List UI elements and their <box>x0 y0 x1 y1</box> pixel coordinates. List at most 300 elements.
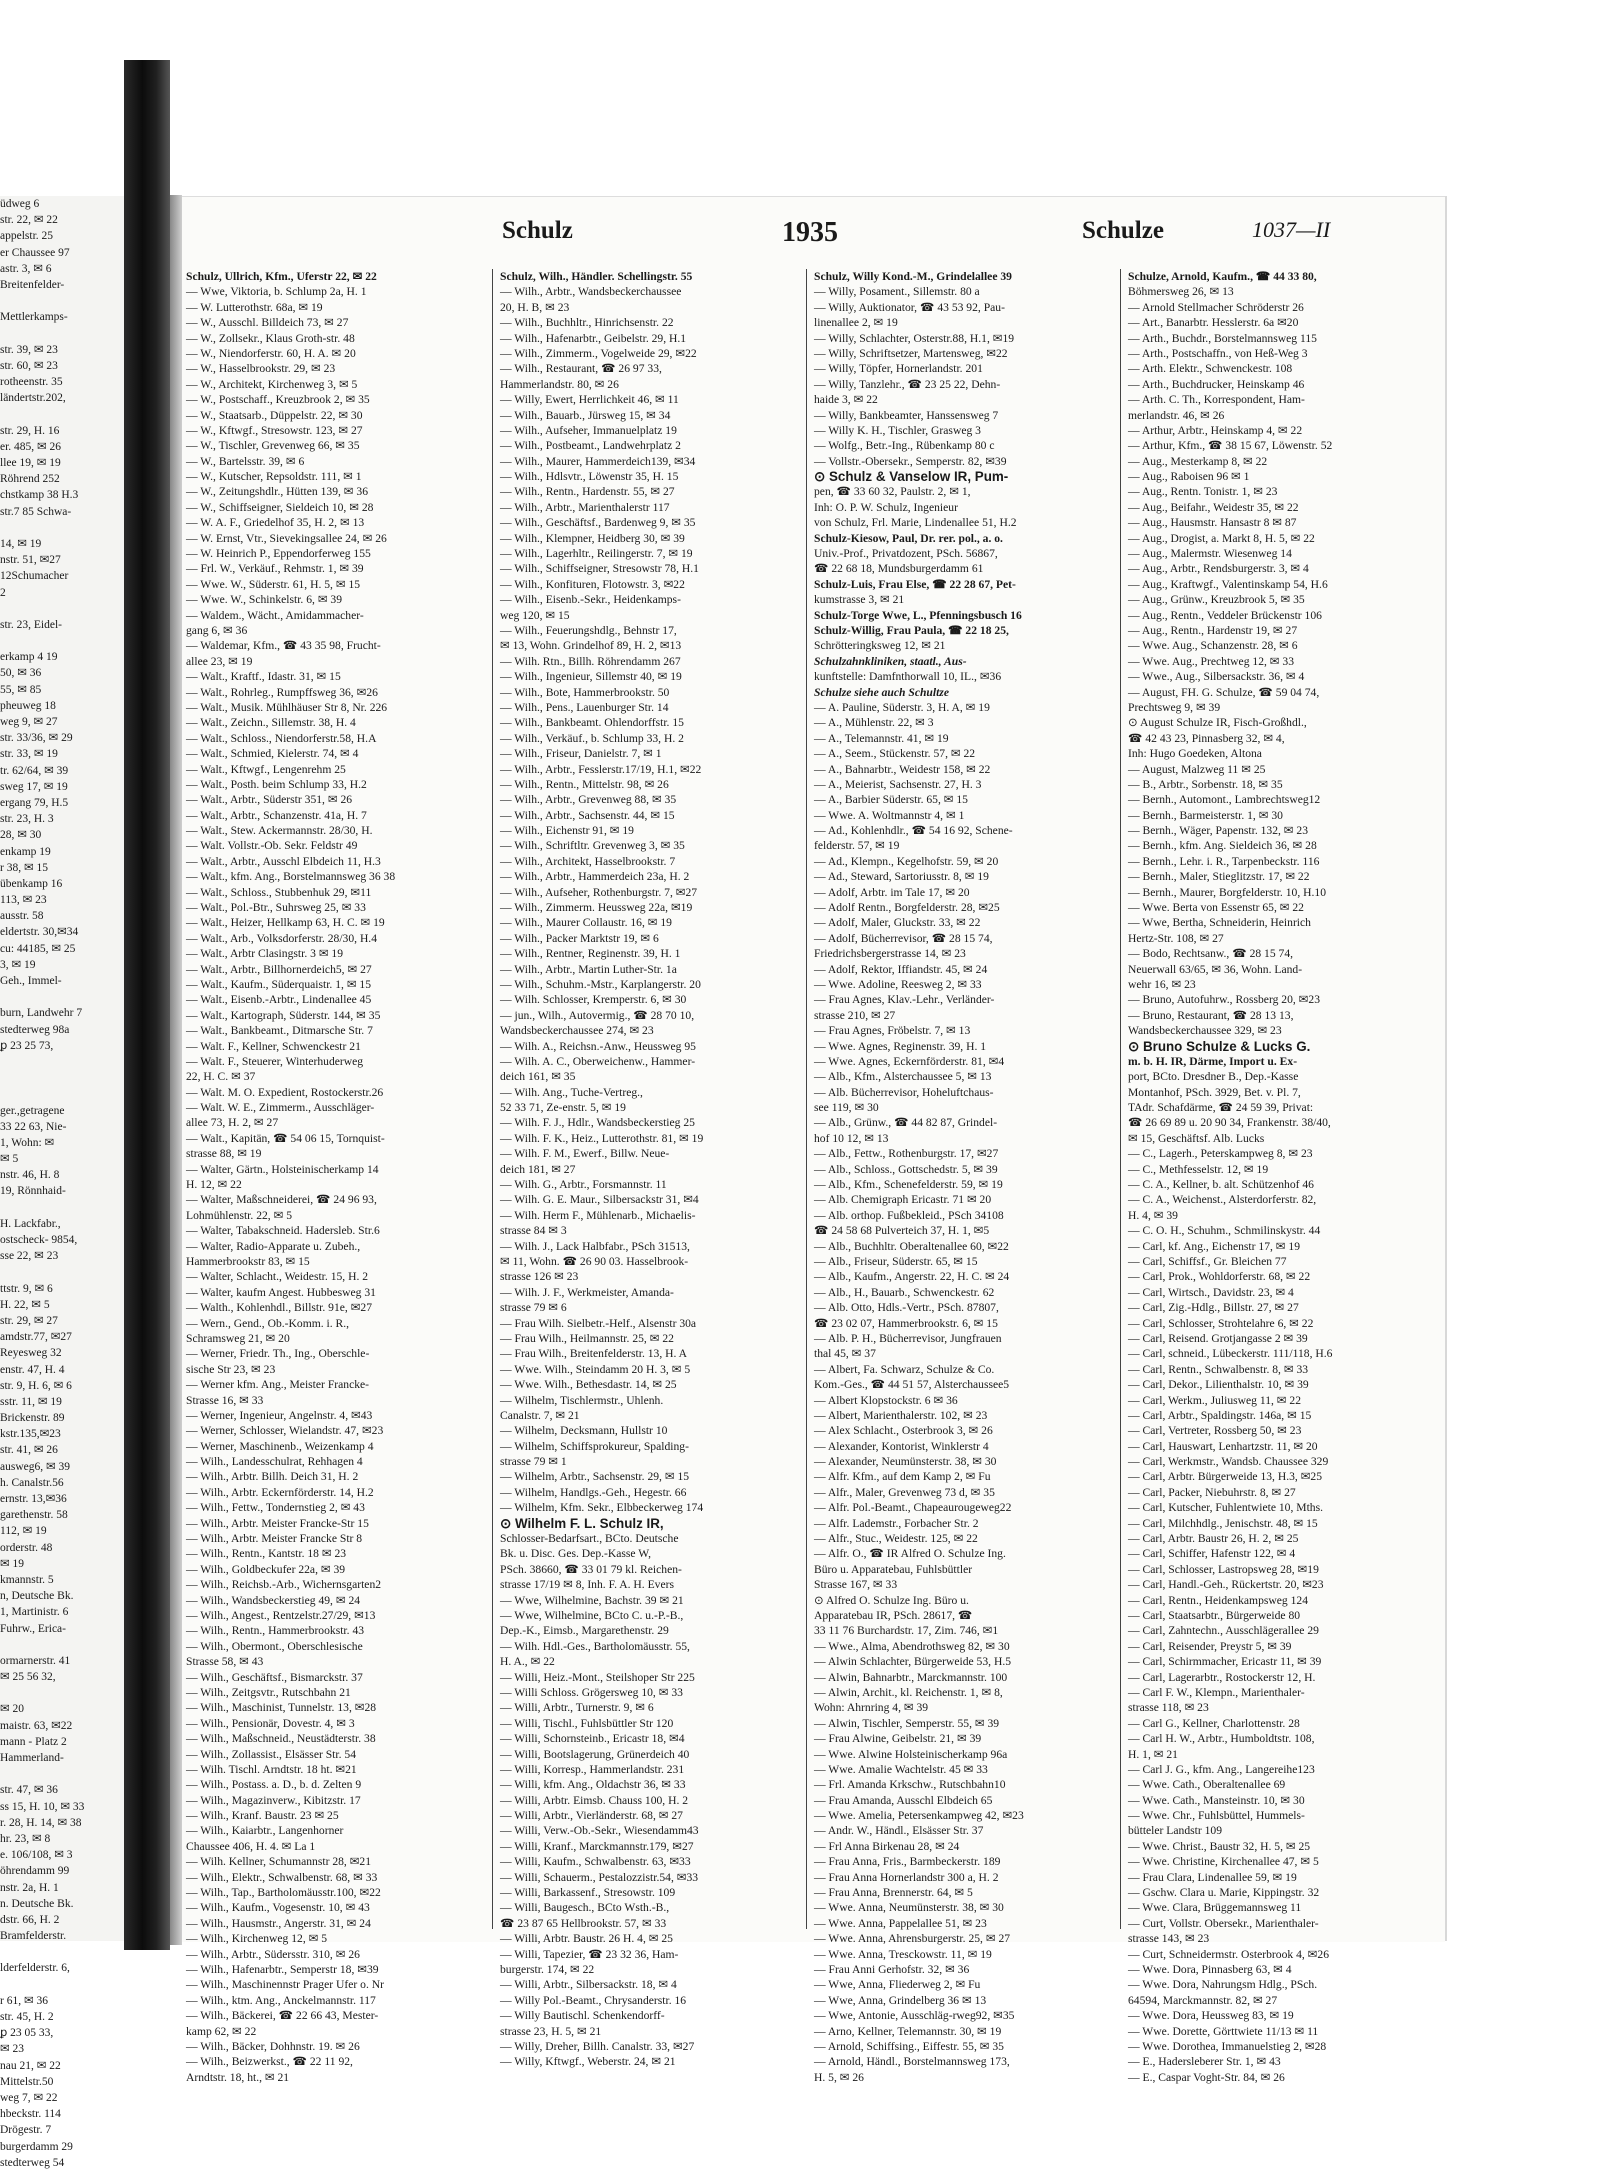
directory-entry: — Willi, Baugesch., BCto Wsth.-B., <box>500 1901 670 1915</box>
directory-entry: Wandsbeckerchaussee 274, ✉ 23 <box>500 1024 654 1038</box>
directory-entry: ⊙ Bruno Schulze & Lucks G. <box>1128 1038 1311 1054</box>
directory-entry: — Wilh., Ingenieur, Sillemstr 40, ✉ 19 <box>500 670 682 684</box>
directory-entry: gang 6, ✉ 36 <box>186 623 248 637</box>
left-page-line: ger.,getragene <box>0 1104 65 1117</box>
directory-entry: — Alb. Bücherrevisor, Hoheluftchaus- <box>814 1085 994 1099</box>
directory-entry: — Walter, kaufm Angest. Hubbesweg 31 <box>186 1285 376 1299</box>
directory-entry: — Wilh., Arbtr., Marienthalerstr 117 <box>500 500 670 514</box>
directory-entry: pen, ☎ 33 60 32, Paulstr. 2, ✉ 1, <box>814 485 971 499</box>
directory-entry: Friedrichsbergerstrasse 14, ✉ 23 <box>814 947 966 961</box>
left-page-line: ✉ 25 56 32, <box>0 1671 56 1684</box>
left-page-line: burn, Landwehr 7 <box>0 1007 83 1020</box>
directory-entry: — Wwe, Wilhelmine, BCto C. u.-P.-B., <box>500 1608 684 1622</box>
directory-entry: — Wwe. Dora, Heussweg 83, ✉ 19 <box>1128 2009 1294 2023</box>
left-page-line: üdweg 6 <box>0 198 40 210</box>
directory-entry: — Wilh., Bauarb., Jürsweg 15, ✉ 34 <box>500 408 671 422</box>
directory-entry: — Carl, Schlosser, Lastropsweg 28, ✉19 <box>1128 1562 1319 1576</box>
directory-entry: — Willy, Schlachter, Osterstr.88, H.1, ✉19 <box>814 331 1015 345</box>
left-page-line: pheuweg 18 <box>0 699 56 712</box>
header-year: 1935 <box>782 217 838 248</box>
directory-entry: Strasse 58, ✉ 43 <box>186 1655 264 1669</box>
directory-entry: 52 33 71, Ze-enstr. 5, ✉ 19 <box>500 1101 626 1115</box>
directory-entry: — Wilh., Maschinist, Tunnelstr. 13, ✉28 <box>186 1701 377 1715</box>
directory-entry: — Walt., Bankbeamt., Ditmarsche Str. 7 <box>186 1024 373 1038</box>
directory-entry: port, BCto. Dresdner B., Dep.-Kasse <box>1128 1070 1299 1084</box>
directory-entry: — Bruno, Autofuhrw., Rossberg 20, ✉23 <box>1128 993 1320 1007</box>
directory-entry: — Wwe. Anna, Neumünsterstr. 38, ✉ 30 <box>814 1901 1004 1915</box>
directory-entry: — Wilh., Architekt, Hasselbrookstr. 7 <box>500 854 676 868</box>
directory-entry: — Wilh., Reichsb.-Arb., Wichernsgarten2 <box>186 1578 382 1592</box>
directory-entry: — Wilh., Arbtr., Wandsbeckerchaussee <box>500 285 682 299</box>
directory-entry: — Andr. W., Händl., Elsässer Str. 37 <box>814 1824 984 1838</box>
directory-entry: — Wwe. A. Woltmannstr 4, ✉ 1 <box>814 808 965 822</box>
directory-entry: — W., Tischler, Grevenweg 66, ✉ 35 <box>186 439 360 453</box>
directory-entry: m. b. H. IR, Därme, Import u. Ex- <box>1128 1054 1298 1068</box>
directory-entry: — Wilh., Arbtr., Martin Luther-Str. 1a <box>500 962 677 976</box>
directory-entry: — Willi, Arbtr., Turnerstr. 9, ✉ 6 <box>500 1701 654 1715</box>
directory-entry: Schramsweg 21, ✉ 20 <box>186 1331 290 1345</box>
directory-entry: Schulzahnkliniken, staatl., Aus- <box>814 654 967 668</box>
directory-entry: hof 10 12, ✉ 13 <box>814 1131 889 1145</box>
directory-entry: — Aug., Grünw., Kreuzbrook 5, ✉ 35 <box>1128 593 1305 607</box>
directory-entry: ✉ 13, Wohn. Grindelhof 89, H. 2, ✉13 <box>500 639 682 653</box>
directory-entry: — Wilh., Arbtr. Meister Francke-Str 15 <box>186 1516 369 1530</box>
directory-entry: — Bernh., kfm. Ang. Sieldeich 36, ✉ 28 <box>1128 839 1317 853</box>
directory-entry: — Wilh., Postbeamt., Landwehrplatz 2 <box>500 439 681 453</box>
directory-entry: — Wwe. W., Schinkelstr. 6, ✉ 39 <box>186 593 343 607</box>
directory-entry: — Wilh., Beizwerkst., ☎ 22 11 92, <box>186 2055 353 2069</box>
directory-entry: — Wilh. F. M., Ewerf., Billw. Neue- <box>500 1147 670 1161</box>
directory-entry: Schulz-Willig, Frau Paula, ☎ 22 18 25, <box>814 623 1009 637</box>
directory-entry: — Wwe. Anna, Ahrensburgerstr. 25, ✉ 27 <box>814 1932 1011 1946</box>
directory-entry: — Wilh. A. C., Oberweichenw., Hammer- <box>500 1054 696 1068</box>
directory-entry: Inh: Hugo Goedeken, Altona <box>1128 747 1262 761</box>
left-page-line: n, Deutsche Bk. <box>0 1590 74 1603</box>
directory-entry: — Alb., Buchhltr. Oberaltenallee 60, ✉22 <box>814 1239 1009 1253</box>
directory-entry: — Wilh., Kaiarbtr., Langenhorner <box>186 1824 344 1838</box>
directory-entry: Schulze siehe auch Schultze <box>814 685 949 699</box>
directory-entry: weg 120, ✉ 15 <box>500 608 570 622</box>
left-page-line <box>0 1977 148 1993</box>
directory-entry: — Arnold, Schiffsing., Eiffestr. 55, ✉ 35 <box>814 2039 1004 2053</box>
directory-entry: — B., Arbtr., Sorbenstr. 18, ✉ 35 <box>1128 777 1283 791</box>
directory-entry: — Alb., Schloss., Gottschedstr. 5, ✉ 39 <box>814 1162 998 1176</box>
directory-entry: — Carl, Kutscher, Fuhlentwiete 10, Mths. <box>1128 1501 1323 1515</box>
directory-entry: — Aug., Raboisen 96 ✉ 1 <box>1128 470 1250 484</box>
directory-entry: — Alb., Kfm., Alsterchaussee 5, ✉ 13 <box>814 1070 992 1084</box>
left-page-line: h. Canalstr.56 <box>0 1476 64 1489</box>
directory-entry: — Wilh., Maurer Collaustr. 16, ✉ 19 <box>500 916 672 930</box>
directory-entry: — Wilh. G. E. Maur., Silbersackstr 31, ✉4 <box>500 1193 699 1207</box>
directory-entry: — Wilh., Hafenarbtr., Geibelstr. 29, H.1 <box>500 331 687 345</box>
directory-entry: — Walt., Arbtr Clasingstr. 3 ✉ 19 <box>186 947 344 961</box>
directory-entry: — Walt. W. E., Zimmerm., Ausschläger- <box>186 1101 375 1115</box>
directory-entry: Schulz, Willy Kond.-M., Grindelallee 39 <box>814 270 1012 283</box>
directory-entry: — Walt., Arbtr., Süderstr 351, ✉ 26 <box>186 793 353 807</box>
directory-entry: ☎ 26 69 89 u. 20 90 34, Frankenstr. 38/40, <box>1128 1116 1331 1130</box>
directory-entry: — Wwe. Berta von Essenstr 65, ✉ 22 <box>1128 901 1304 915</box>
directory-entry: — Bernh., Lehr. i. R., Tarpenbeckstr. 116 <box>1128 854 1320 868</box>
directory-entry: — Alexander, Kontorist, Winklerstr 4 <box>814 1439 989 1453</box>
directory-entry: — Wilh. F. J., Hdlr., Wandsbeckerstieg 25 <box>500 1116 695 1130</box>
directory-entry: — W. A. F., Griedelhof 35, H. 2, ✉ 13 <box>186 516 365 530</box>
directory-entry: — Carl, Schirmmacher, Ericastr 11, ✉ 39 <box>1128 1655 1322 1669</box>
directory-entry: Schlosser-Bedarfsart., BCto. Deutsche <box>500 1532 679 1546</box>
directory-entry: — Wilh., Arbtr., Fesslerstr.17/19, H.1, ✉22 <box>500 762 702 776</box>
directory-entry: — Wwe. Wilh., Bethesdastr. 14, ✉ 25 <box>500 1378 677 1392</box>
left-page-line: lderfelderstr. 6, <box>0 1962 70 1975</box>
left-page-line: ✉ 23 <box>0 2043 25 2056</box>
directory-entry: — Willi, Arbtr., Silbersackstr. 18, ✉ 4 <box>500 1978 677 1992</box>
directory-entry: — Frau Wilh., Breitenfelderstr. 13, H. A <box>500 1347 688 1361</box>
directory-entry: — E., Hadersleberer Str. 1, ✉ 43 <box>1128 2055 1281 2069</box>
directory-entry: Schulze, Arnold, Kaufm., ☎ 44 33 80, <box>1128 270 1317 283</box>
left-page-line: garethenstr. 58 <box>0 1509 68 1522</box>
directory-entry: — Wilh., Feuerungshdlg., Behnstr 17, <box>500 623 677 637</box>
directory-entry: ☎ 24 58 68 Pulverteich 37, H. 1, ✉5 <box>814 1224 990 1238</box>
directory-entry: — Arth. Elektr., Schwenckestr. 108 <box>1128 362 1293 376</box>
directory-entry: — Willy, Bankbeamter, Hanssensweg 7 <box>814 408 999 422</box>
directory-entry: — Walt., Kapitän, ☎ 54 06 15, Tornquist- <box>186 1131 385 1145</box>
directory-entry: — Carl, Handl.-Geh., Rückertstr. 20, ✉23 <box>1128 1578 1324 1592</box>
directory-entry: — Bernh., Wäger, Papenstr. 132, ✉ 23 <box>1128 824 1309 838</box>
directory-entry: Schulz-Luis, Frau Else, ☎ 22 28 67, Pet- <box>814 577 1016 591</box>
directory-entry: strasse 17/19 ✉ 8, Inh. F. A. H. Evers <box>500 1578 674 1592</box>
directory-entry: — Wwe. Agnes, Reginenstr. 39, H. 1 <box>814 1039 987 1053</box>
directory-entry: — Wilh., Elektr., Schwalbenstr. 68, ✉ 33 <box>186 1870 378 1884</box>
directory-entry: — W. Heinrich P., Eppendorferweg 155 <box>186 547 371 561</box>
directory-entry: — Wilhelm, Arbtr., Sachsenstr. 29, ✉ 15 <box>500 1470 690 1484</box>
directory-entry: — Willy Pol.-Beamt., Chrysanderstr. 16 <box>500 1993 687 2007</box>
directory-entry: — Wilh., Zimmerm., Vogelweide 29, ✉22 <box>500 346 697 360</box>
directory-entry: — Wilh., Rentn., Mittelstr. 98, ✉ 26 <box>500 777 669 791</box>
left-page-line: str. 60, ✉ 23 <box>0 359 58 372</box>
directory-entry: — Aug., Kraftwgf., Valentinskamp 54, H.6 <box>1128 577 1328 591</box>
left-page-line: enkamp 19 <box>0 845 51 858</box>
directory-entry: — Wilh. A., Reichsn.-Anw., Heussweg 95 <box>500 1039 696 1053</box>
directory-entry: — Carl, Arbtr. Bürgerweide 13, H.3, ✉25 <box>1128 1470 1323 1484</box>
directory-entry: — Frau Anna Hornerlandstr 300 a, H. 2 <box>814 1870 999 1884</box>
directory-entry: — Wilh., Arbtr., Grevenweg 88, ✉ 35 <box>500 793 677 807</box>
directory-entry: — Wilh., Tap., Bartholomäusstr.100, ✉22 <box>186 1886 381 1900</box>
directory-entry: — Waldem., Wächt., Amidammacher- <box>186 608 364 622</box>
header-right-name: Schulze <box>1082 217 1164 244</box>
directory-entry: — Bodo, Rechtsanw., ☎ 28 15 74, <box>1128 947 1294 961</box>
page-number: 1037—II <box>1252 217 1331 242</box>
directory-entry: — Wilh., Packer Marktstr 19, ✉ 6 <box>500 931 659 945</box>
directory-entry: — Wwe, Anna, Grindelberg 36 ✉ 13 <box>814 1993 987 2007</box>
directory-entry: — Wwe. Aug., Prechtweg 12, ✉ 33 <box>1128 654 1294 668</box>
directory-entry: — Willi, kfm. Ang., Oldachstr 36, ✉ 33 <box>500 1778 686 1792</box>
directory-entry: — Carl F. W., Klempn., Marienthaler- <box>1128 1685 1305 1699</box>
directory-entry: — Arth. C. Th., Korrespondent, Ham- <box>1128 393 1305 407</box>
directory-entry: — Wwe. Anna, Pappelallee 51, ✉ 23 <box>814 1916 987 1930</box>
directory-entry: — Willi, Schornsteinb., Ericastr 18, ✉4 <box>500 1732 685 1746</box>
left-page-line: stedterweg 98a <box>0 1023 70 1036</box>
directory-entry: Strasse 16, ✉ 33 <box>186 1393 264 1407</box>
left-page-line: 33 22 63, Nie- <box>0 1120 67 1133</box>
directory-entry: — W. Ernst, Vtr., Sievekingsallee 24, ✉ 26 <box>186 531 387 545</box>
directory-entry: — Frau Amanda, Ausschl Elbdeich 65 <box>814 1793 993 1807</box>
directory-entry: — Wwe. Christine, Kirchenallee 47, ✉ 5 <box>1128 1855 1319 1869</box>
directory-entry: — Arno, Kellner, Telemannstr. 30, ✉ 19 <box>814 2024 1002 2038</box>
left-page-line: r 61, ✉ 36 <box>0 1994 48 2007</box>
left-page-line: appelstr. 25 <box>0 230 54 243</box>
directory-entry: Wandsbeckerchaussee 329, ✉ 23 <box>1128 1024 1282 1038</box>
directory-entry: — A., Telemannstr. 41, ✉ 19 <box>814 731 949 745</box>
directory-entry: — Frau Alwine, Geibelstr. 21, ✉ 39 <box>814 1732 982 1746</box>
directory-entry: — Walt., Schloss., Niendorferstr.58, H.A <box>186 731 377 745</box>
directory-entry: — E., Caspar Voght-Str. 84, ✉ 26 <box>1128 2070 1285 2084</box>
directory-entry: — Alwin, Archit., kl. Reichenstr. 1, ✉ 8, <box>814 1685 1003 1699</box>
directory-entry: — Willi, Bootslagerung, Grünerdeich 40 <box>500 1747 690 1761</box>
directory-entry: — Alb. P. H., Bücherrevisor, Jungfrauen <box>814 1331 1002 1345</box>
book-spine <box>124 60 170 1950</box>
directory-entry: — Wwe. Christ., Baustr 32, H. 5, ✉ 25 <box>1128 1839 1311 1853</box>
directory-entry: — Wilh., Kranf. Baustr. 23 ✉ 25 <box>186 1809 339 1823</box>
directory-entry: — Carl, Vertreter, Rossberg 50, ✉ 23 <box>1128 1424 1302 1438</box>
left-page-line: H. 22, ✉ 5 <box>0 1298 50 1311</box>
directory-entry: Inh: O. P. W. Schulz, Ingenieur <box>814 500 958 514</box>
directory-entry: — Walt., Zeichn., Sillemstr. 38, H. 4 <box>186 716 356 730</box>
directory-entry: deich 161, ✉ 35 <box>500 1070 576 1084</box>
left-page-line: stedterweg 54 <box>0 2156 65 2169</box>
left-page-line: nstr. 51, ✉27 <box>0 554 61 567</box>
directory-entry: kumstrasse 3, ✉ 21 <box>814 593 905 607</box>
directory-entry: — Arth., Buchdr., Borstelmannsweg 115 <box>1128 331 1317 345</box>
directory-entry: see 119, ✉ 30 <box>814 1101 879 1115</box>
directory-entry: Kom.-Ges., ☎ 44 51 57, Alsterchaussee5 <box>814 1378 1010 1392</box>
directory-entry: H. 12, ✉ 22 <box>186 1178 242 1192</box>
directory-entry: — Wilh., Pensionär, Dovestr. 4, ✉ 3 <box>186 1716 355 1730</box>
directory-entry: — A., Meierist, Sachsenstr. 27, H. 3 <box>814 777 982 791</box>
directory-entry: — Werner, Ingenieur, Angelnstr. 4, ✉43 <box>186 1408 373 1422</box>
left-page-line: rotheenstr. 35 <box>0 376 63 389</box>
directory-entry: — Willy, Dreher, Billh. Canalstr. 33, ✉27 <box>500 2039 695 2053</box>
directory-entry: 20, H. B, ✉ 23 <box>500 300 570 314</box>
directory-entry: — Wilh., Konfituren, Flotowstr. 3, ✉22 <box>500 577 685 591</box>
left-page-line: ✉ 20 <box>0 1703 25 1716</box>
directory-entry: — Wilh. J., Lack Halbfabr., PSch 31513, <box>500 1239 690 1253</box>
directory-entry: — Carl G., Kellner, Charlottenstr. 28 <box>1128 1716 1300 1730</box>
directory-entry: — Carl, Wirtsch., Davidstr. 23, ✉ 4 <box>1128 1285 1294 1299</box>
directory-entry: — Wilh., Obermont., Oberschlesische <box>186 1639 363 1653</box>
directory-entry: — Willi, Tapezier, ☎ 23 32 36, Ham- <box>500 1947 679 1961</box>
directory-entry: Lohmühlenstr. 22, ✉ 5 <box>186 1208 293 1222</box>
directory-entry: — W., Ausschl. Billdeich 73, ✉ 27 <box>186 316 349 330</box>
directory-entry: — Wilh. Schlosser, Kremperstr. 6, ✉ 30 <box>500 993 687 1007</box>
directory-entry: — Willi, Schauerm., Pestalozzistr.54, ✉33 <box>500 1870 699 1884</box>
left-page-line: sse 22, ✉ 23 <box>0 1250 59 1263</box>
directory-entry: H. 1, ✉ 21 <box>1128 1747 1178 1761</box>
directory-entry: Schulz, Wilh., Händler. Schellingstr. 55 <box>500 270 693 283</box>
directory-entry: ⊙ August Schulze IR, Fisch-Großhdl., <box>1128 716 1307 730</box>
directory-entry: — Wilh., Hausmstr., Angerstr. 31, ✉ 24 <box>186 1916 371 1930</box>
left-page-line: llee 19, ✉ 19 <box>0 457 61 469</box>
directory-entry: — Alex Schlacht., Osterbrook 3, ✉ 26 <box>814 1424 993 1438</box>
directory-entry: — Walt., Eisenb.-Arbtr., Lindenallee 45 <box>186 993 372 1007</box>
directory-entry: — Wilh., Angest., Rentzelstr.27/29, ✉13 <box>186 1608 376 1622</box>
directory-entry: — Frau Wilh. Sielbetr.-Helf., Alsenstr 30a <box>500 1316 697 1330</box>
directory-entry: 22, H. C. ✉ 37 <box>186 1070 256 1084</box>
directory-entry: — Wilh., Kaufm., Vogesenstr. 10, ✉ 43 <box>186 1901 370 1915</box>
directory-entry: — W., Niendorferstr. 60, H. A. ✉ 20 <box>186 346 356 360</box>
left-page-line: Geh., Immel- <box>0 975 62 987</box>
directory-entry: strasse 88, ✉ 19 <box>186 1147 262 1161</box>
directory-entry: — Willi, Arbtr. Eimsb. Chauss 100, H. 2 <box>500 1793 689 1807</box>
left-page-line: ormarnerstr. 41 <box>0 1654 71 1667</box>
directory-entry: — Ad., Kohlenhdlr., ☎ 54 16 92, Schene- <box>814 824 1013 838</box>
directory-entry: — Wwe, Anna, Fliederweg 2, ✉ Fu <box>814 1978 981 1992</box>
directory-entry: ✉ 15, Geschäftsf. Alb. Lucks <box>1128 1131 1265 1145</box>
directory-entry: — Wilh. Hdl.-Ges., Bartholomäusstr. 55, <box>500 1639 690 1653</box>
directory-entry: — Arth., Postschaffn., von Heß-Weg 3 <box>1128 346 1308 360</box>
directory-entry: PSch. 38660, ☎ 33 01 79 kl. Reichen- <box>500 1562 682 1576</box>
directory-entry: Schulz, Ullrich, Kfm., Uferstr 22, ✉ 22 <box>186 270 377 283</box>
directory-entry: — Wilh., Magazinverw., Kibitzstr. 17 <box>186 1793 361 1807</box>
directory-entry: — Frau Anni Gerhofstr. 32, ✉ 36 <box>814 1962 970 1976</box>
directory-entry: — Carl, Rentn., Schwalbenstr. 8, ✉ 33 <box>1128 1362 1309 1376</box>
directory-entry: — Wilh., Bankbeamt. Ohlendorffstr. 15 <box>500 716 684 730</box>
left-page-line: amdstr.77, ✉27 <box>0 1331 72 1344</box>
directory-entry: — Walt., Arbtr., Schanzenstr. 41a, H. 7 <box>186 808 367 822</box>
directory-entry: — Wwe, Bertha, Schneiderin, Heinrich <box>1128 916 1311 930</box>
directory-entry: Strasse 167, ✉ 33 <box>814 1578 898 1592</box>
left-page-line: eldertstr. 30,✉34 <box>0 926 79 939</box>
directory-entry: — Walt., Musik. Mühlhäuser Str 8, Nr. 226 <box>186 700 388 714</box>
directory-entry: — Arthur, Arbtr., Heinskamp 4, ✉ 22 <box>1128 423 1303 437</box>
left-page-line: str. 45, H. 2 <box>0 2011 54 2023</box>
left-page-line: übenkamp 16 <box>0 877 63 890</box>
left-page-line: 1, Wohn: ✉ <box>0 1136 55 1149</box>
directory-entry: Montanhof, PSch. 3929, Bet. v. Pl. 7, <box>1128 1085 1301 1099</box>
directory-entry: — W., Zeitungshdlr., Hütten 139, ✉ 36 <box>186 485 369 499</box>
left-page-line: str. 39, ✉ 23 <box>0 343 58 356</box>
directory-entry: Arndtstr. 18, ht., ✉ 21 <box>186 2070 290 2084</box>
left-page-line: r 38, ✉ 15 <box>0 861 48 874</box>
left-page-line: str. 23, H. 3 <box>0 813 54 826</box>
left-page-line: Drögestr. 7 <box>0 2124 52 2137</box>
directory-entry: — Walt., Kartograph, Süderstr. 144, ✉ 35 <box>186 1008 381 1022</box>
directory-entry: strasse 79 ✉ 6 <box>500 1301 567 1315</box>
directory-entry: ☎ 23 87 65 Hellbrookstr. 57, ✉ 33 <box>500 1916 667 1930</box>
directory-entry: — Arnold, Händl., Borstelmannsweg 173, <box>814 2055 1010 2069</box>
directory-entry: — Bernh., Maler, Stieglitzstr. 17, ✉ 22 <box>1128 870 1310 884</box>
directory-entry: — Wwe. Dorothea, Immanuelstieg 2, ✉28 <box>1128 2039 1327 2053</box>
directory-entry: — Carl, Milchhdlg., Jenischstr. 48, ✉ 15 <box>1128 1516 1318 1530</box>
directory-entry: merlandstr. 46, ✉ 26 <box>1128 408 1225 422</box>
left-page-line: orderstr. 48 <box>0 1541 53 1554</box>
directory-entry: ☎ 22 68 18, Mundsburgerdamm 61 <box>814 562 984 576</box>
directory-entry: — Wilh., Schuhm.-Mstr., Karplangerstr. 20 <box>500 977 701 991</box>
directory-entry: H. 4, ✉ 39 <box>1128 1208 1178 1222</box>
directory-entry: — Wern., Gend., Ob.-Komm. i. R., <box>186 1316 350 1330</box>
directory-entry: — Wwe. Clara, Brüggemannsweg 11 <box>1128 1901 1302 1915</box>
directory-entry: — Wwe. Cath., Mansteinstr. 10, ✉ 30 <box>1128 1793 1305 1807</box>
directory-entry: Canalstr. 7, ✉ 21 <box>500 1408 580 1422</box>
directory-entry: — A., Bahnarbtr., Weidestr 158, ✉ 22 <box>814 762 991 776</box>
left-page-line: str. 9, H. 6, ✉ 6 <box>0 1379 72 1392</box>
directory-entry: — W., Postschaff., Kreuzbrook 2, ✉ 35 <box>186 393 370 407</box>
directory-entry: — Wilh., Rentn., Kantstr. 18 ✉ 23 <box>186 1547 347 1561</box>
directory-entry: — Alb. Chemigraph Ericastr. 71 ✉ 20 <box>814 1193 992 1207</box>
directory-entry: — Alb., Friseur, Süderstr. 65, ✉ 15 <box>814 1255 978 1268</box>
directory-entry: — Wilh., Zimmerm. Heussweg 22a, ✉19 <box>500 901 693 915</box>
left-page-line: maistr. 63, ✉22 <box>0 1719 73 1732</box>
directory-entry: — Wilh., Landesschulrat, Rehhagen 4 <box>186 1455 363 1469</box>
directory-entry: — Wwe. Alwine Holsteinischerkamp 96a <box>814 1747 1008 1761</box>
directory-entry: — Carl, Zig.-Hdlg., Billstr. 27, ✉ 27 <box>1128 1301 1299 1315</box>
directory-entry: — Willi, Kaufm., Schwalbenstr. 63, ✉33 <box>500 1855 691 1869</box>
directory-entry: — Bernh., Automont., Lambrechtsweg12 <box>1128 793 1321 807</box>
directory-entry: — Frau Agnes, Klav.-Lehr., Verländer- <box>814 993 995 1007</box>
left-page-line: 28, ✉ 30 <box>0 829 42 842</box>
left-page-line: 12Schumacher <box>0 570 69 583</box>
directory-entry: — Werner, Friedr. Th., Ing., Oberschle- <box>186 1347 370 1361</box>
directory-entry: sische Str 23, ✉ 23 <box>186 1362 276 1376</box>
directory-entry: — Aug., Beifahr., Weidestr 35, ✉ 22 <box>1128 500 1299 514</box>
left-page-line: astr. 3, ✉ 6 <box>0 262 52 275</box>
directory-entry: — Walt. M. O. Expedient, Rostockerstr.26 <box>186 1085 384 1099</box>
directory-entry: Bk. u. Disc. Ges. Dep.-Kasse W, <box>500 1547 652 1561</box>
directory-entry: — Vollstr.-Obersekr., Semperstr. 82, ✉39 <box>814 454 1007 468</box>
directory-entry: — Wilhelm, Kfm. Sekr., Elbbeckerweg 174 <box>500 1501 704 1515</box>
directory-entry: — Albert, Fa. Schwarz, Schulze & Co. <box>814 1362 995 1376</box>
directory-entry: — Aug., Mesterkamp 8, ✉ 22 <box>1128 454 1268 468</box>
directory-entry: — Alfr. Pol.-Beamt., Chapeaurougeweg22 <box>814 1501 1012 1515</box>
directory-entry: — Gschw. Clara u. Marie, Kippingstr. 32 <box>1128 1886 1320 1900</box>
directory-entry: Wohn: Ahrnring 4, ✉ 39 <box>814 1701 929 1715</box>
directory-entry: — Wilh. F. K., Heiz., Lutterothstr. 81, ✉ 19 <box>500 1131 704 1145</box>
directory-entry: — Ad., Steward, Sartoriusstr. 8, ✉ 19 <box>814 870 989 884</box>
directory-entry: — Carl, Dekor., Lilienthalstr. 10, ✉ 39 <box>1128 1378 1309 1392</box>
directory-entry: — C. O. H., Schuhm., Schmilinskystr. 44 <box>1128 1224 1321 1238</box>
directory-entry: wehr 16, ✉ 23 <box>1128 977 1196 991</box>
directory-entry: — Bernh., Maurer, Borgfelderstr. 10, H.10 <box>1128 885 1326 899</box>
directory-entry: — Willy, Auktionator, ☎ 43 53 92, Pau- <box>814 300 1005 314</box>
directory-entry: — Wilh., Rentn., Hardenstr. 55, ✉ 27 <box>500 485 675 499</box>
directory-entry: — Walter, Tabakschneid. Hadersleb. Str.6 <box>186 1224 380 1238</box>
left-page-line: ländertstr.202, <box>0 392 66 405</box>
directory-entry: — Waldemar, Kfm., ☎ 43 35 98, Frucht- <box>186 639 381 653</box>
directory-entry: — Wwe. Adoline, Reesweg 2, ✉ 33 <box>814 977 982 991</box>
directory-entry: — Alfr. Lademstr., Forbacher Str. 2 <box>814 1516 979 1530</box>
left-page-line: Bramfelderstr. <box>0 1930 67 1943</box>
directory-entry: — Wilh., Bote, Hammerbrookstr. 50 <box>500 685 670 699</box>
directory-entry: strasse 23, H. 5, ✉ 21 <box>500 2024 602 2038</box>
directory-entry: — Curt, Schneidermstr. Osterbrook 4, ✉26 <box>1128 1947 1329 1961</box>
left-page-line: weg 7, ✉ 22 <box>0 2091 58 2104</box>
directory-entry: Chaussee 406, H. 4. ✉ La 1 <box>186 1839 316 1853</box>
directory-entry: — Wilh., Fettw., Tondernstieg 2, ✉ 43 <box>186 1501 365 1515</box>
directory-entry: — Wilh., Bäcker, Dohhnstr. 19. ✉ 26 <box>186 2039 360 2053</box>
directory-entry: — Carl, Arbtr., Spaldingstr. 146a, ✉ 15 <box>1128 1408 1312 1422</box>
directory-entry: ☎ 23 02 07, Hammerbrookstr. 6, ✉ 15 <box>814 1316 998 1330</box>
directory-entry: — Albert, Marienthalerstr. 102, ✉ 23 <box>814 1408 988 1422</box>
left-page-line: tr. 62/64, ✉ 39 <box>0 764 69 777</box>
directory-entry: — Aug., Malermstr. Wiesenweg 14 <box>1128 547 1292 561</box>
directory-entry: — A., Barbier Süderstr. 65, ✉ 15 <box>814 793 968 807</box>
left-page-line: 113, ✉ 23 <box>0 894 47 907</box>
directory-entry: — Carl, Schiffsf., Gr. Bleichen 77 <box>1128 1255 1287 1268</box>
left-page-line: cu: 44185, ✉ 25 <box>0 942 76 955</box>
directory-entry: — Wilh., Arbtr. Eckernförderstr. 14, H.2 <box>186 1485 374 1499</box>
directory-entry: — Walt. F., Steuerer, Winterhuderweg <box>186 1054 364 1068</box>
directory-entry: — Carl, Werkm., Juliusweg 11, ✉ 22 <box>1128 1393 1302 1407</box>
directory-entry: — Wilh. G., Arbtr., Forsmannstr. 11 <box>500 1178 667 1192</box>
directory-entry: Schulz-Torge Wwe, L., Pfenningsbusch 16 <box>814 608 1022 622</box>
left-page-line: nstr. 2a, H. 1 <box>0 1881 59 1894</box>
